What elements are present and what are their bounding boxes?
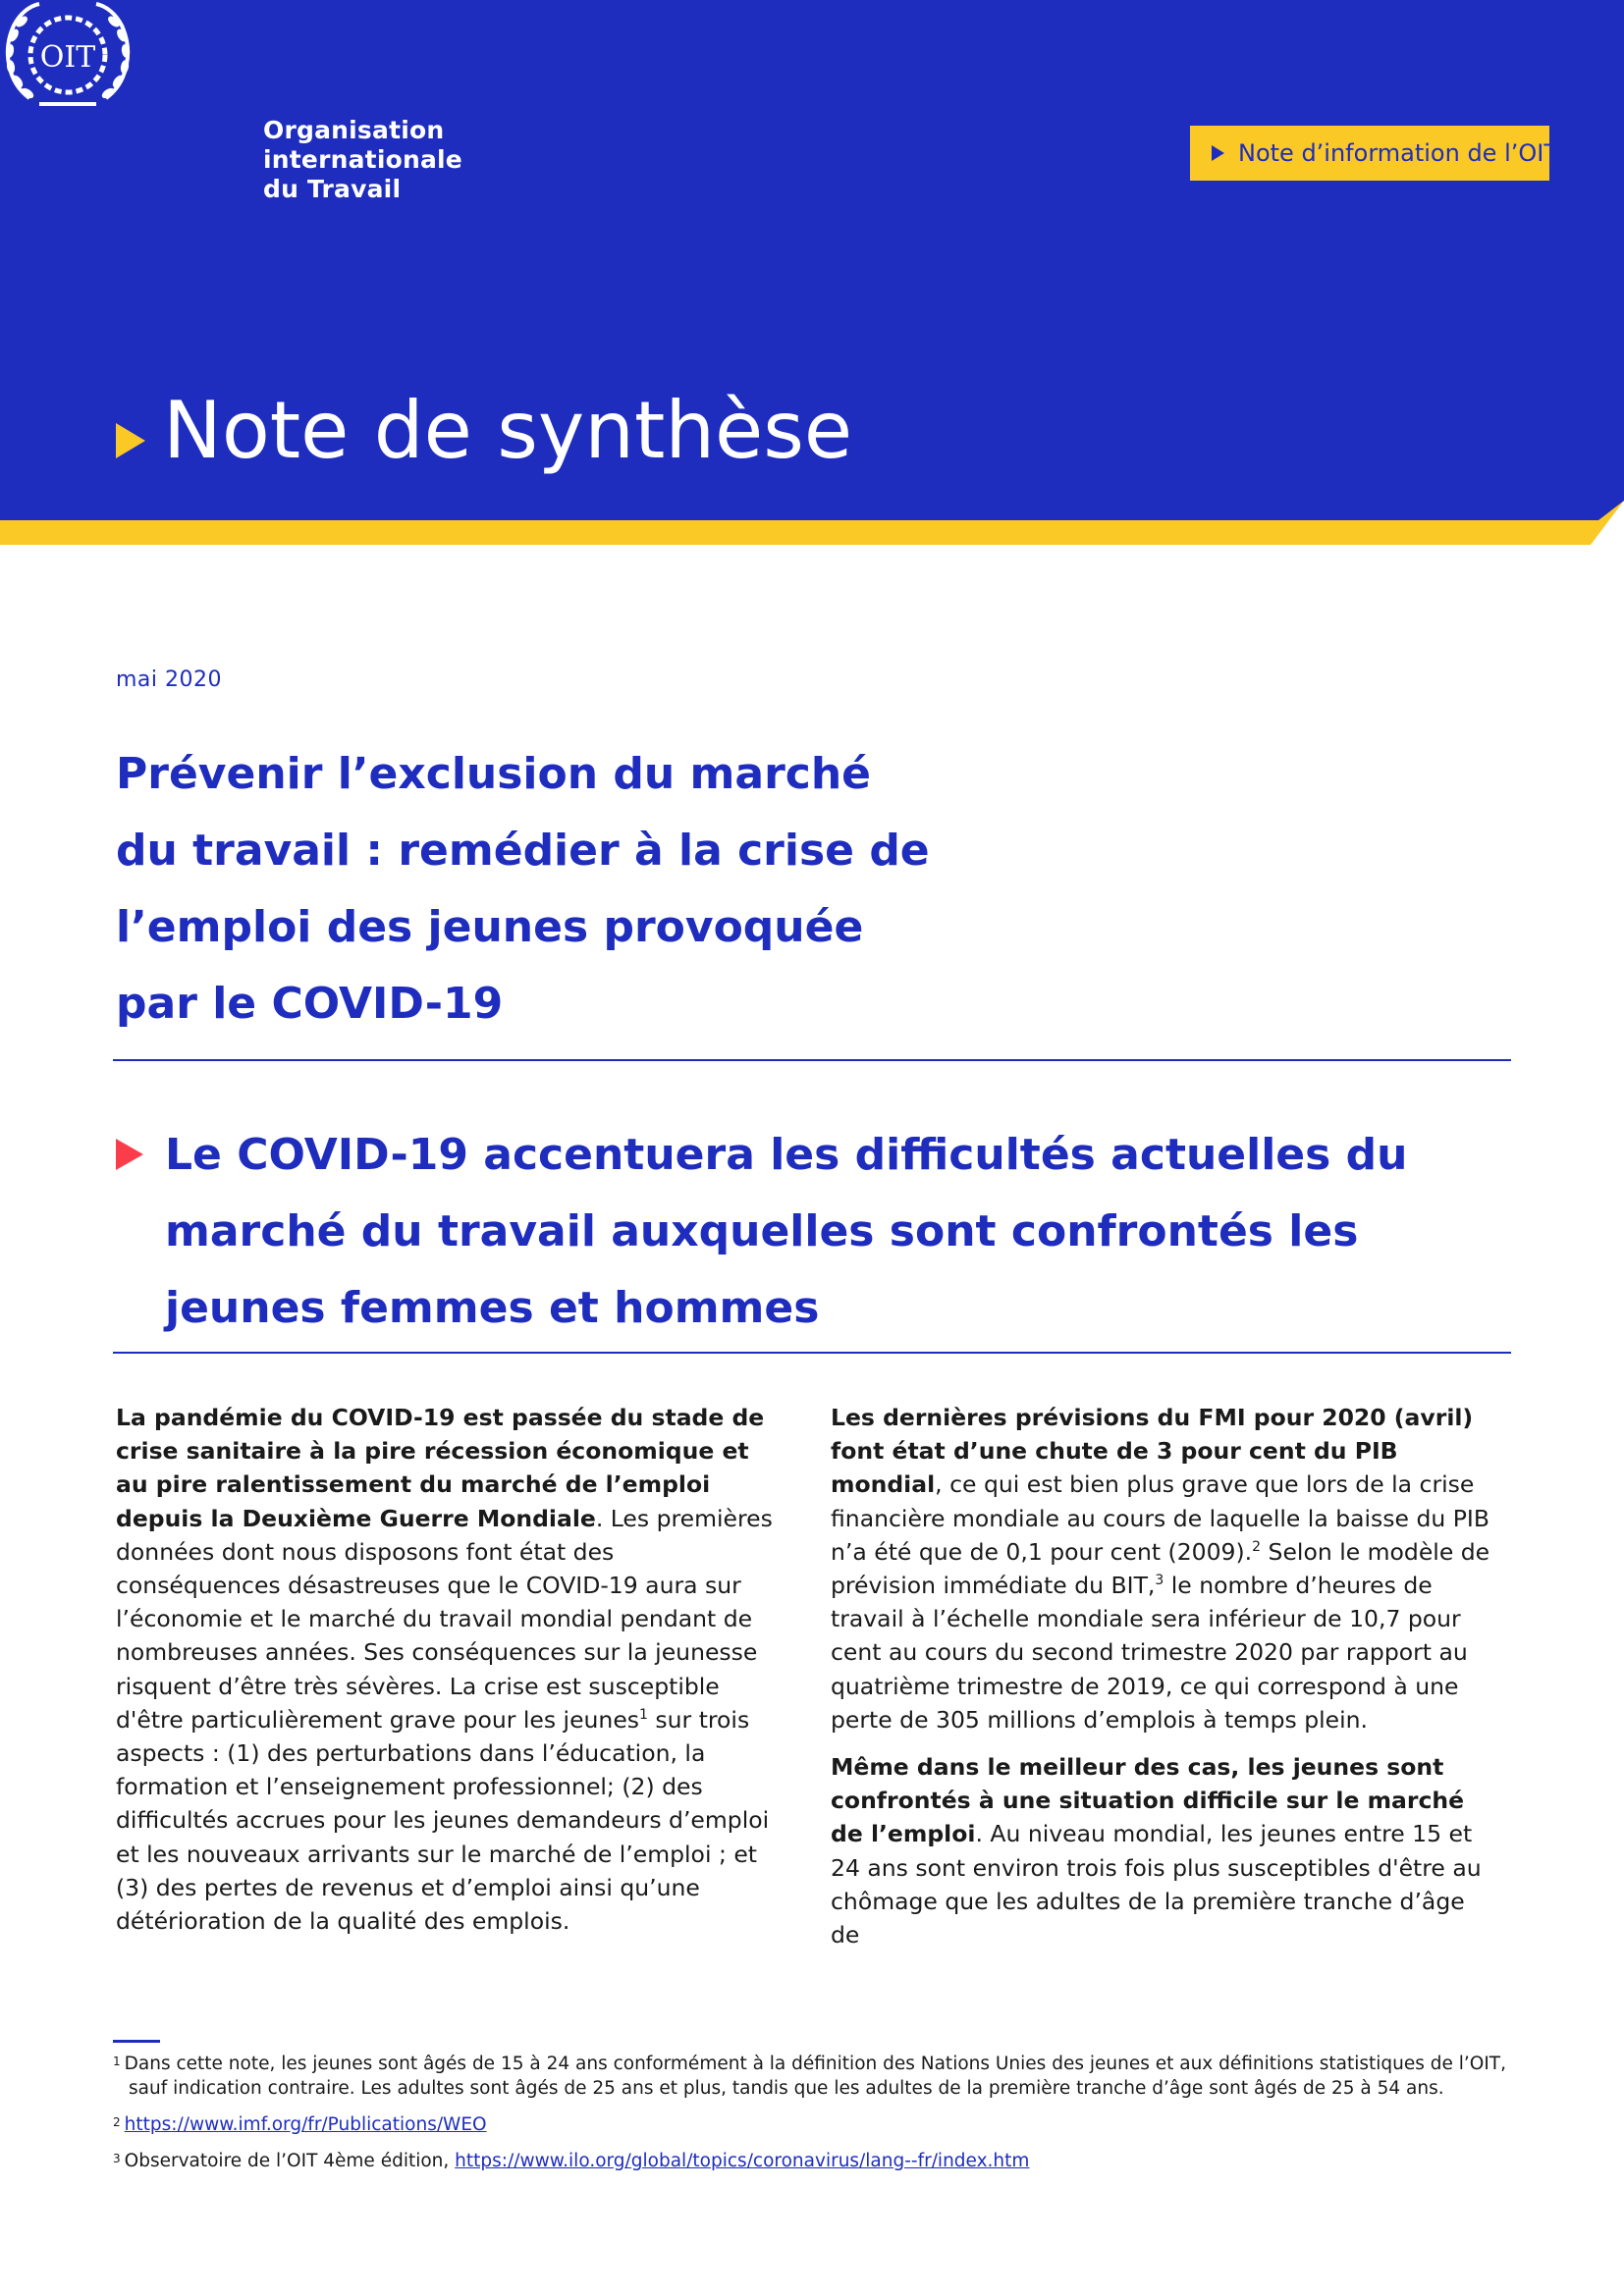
org-name-line-3: du Travail [263,175,402,203]
publication-date: mai 2020 [116,667,223,692]
footnote-text-cont: sauf indication contraire. Les adultes sont âgés de 25 ans et plus, tandis que les adultes de la première tranche d’âge sont âgés de 25 à 54 ans. [129,2078,1444,2099]
footnote-3 [113,2147,1517,2173]
paragraph-2-text-cont: Selon le modèle de prévision immédiate du BIT, [831,1537,1490,1600]
footnote-1 [113,2050,1517,2101]
paragraph-1-text-cont: sur trois aspects : (1) des perturbations dans l’éducation, la formation et l’enseignement professionnel; (2) des difficultés accrues pour les jeunes demandeurs d’emploi et les nouveaux arrivants sur le marché de l’emploi ; et (3) des pertes de revenus et d’emploi ainsi qu’une détérioration de la qualité des emplois. [116,1705,770,1936]
document-title: Prévenir l’exclusion du marché du travail : remédier à la crise de l’emploi des jeunes provoquée par le COVID-19 [116,749,930,1029]
footnote-ref-2[interactable]: 2 [1252,1538,1262,1555]
divider-bottom [113,1352,1511,1354]
imf-weo-link[interactable]: https://www.imf.org/fr/Publications/WEO [124,2114,487,2135]
footnote-divider [113,2040,160,2043]
play-arrow-icon [116,423,145,458]
paragraph-1-lead: La pandémie du COVID-19 est passée du stade de crise sanitaire à la pire récession économique et au pire ralentissement du marché de l’emploi depuis la Deuxième Guerre Mondiale [116,1404,765,1532]
paragraph-3-text: . Au niveau mondial, les jeunes entre 15 et 24 ans sont environ trois fois plus susceptibles d'être au chômage que les adultes de la première tranche d’âge de [831,1820,1482,1949]
series-heading [116,385,852,476]
footnote-number: 3 [113,2152,121,2165]
ilo-emblem-icon [0,0,135,114]
play-arrow-icon [116,1139,143,1170]
paragraph-2-text-end: le nombre d’heures de travail à l’échelle mondiale sera inférieur de 10,7 pour cent au cours du second trimestre 2020 par rapport au quatrième trimestre de 2019, ce qui correspond à une perte de 305 millions d’emplois à temps plein. [831,1572,1468,1734]
paragraph-1 [116,1401,784,1938]
paragraph-3 [831,1750,1498,1951]
paragraph-1-text: . Les premières données dont nous disposons font état des conséquences désastreuses que le COVID-19 aura sur l’économie et le marché du travail mondial pendant de nombreuses années. Ses conséquences sur la jeunesse risquent d’être très sévères. La crise est susceptible d'être particulièrement grave pour les jeunes [116,1504,773,1734]
series-title: Note de synthèse [163,385,853,476]
paragraph-2-lead: Les dernières prévisions du FMI pour 2020 (avril) font état d’une chute de 3 pour cent du PIB mondial [831,1404,1474,1499]
paragraph-2-text: , ce qui est bien plus grave que lors de la crise financière mondiale au cours de laquelle la baisse du PIB n’a été que de 0,1 pour cent (2009). [831,1470,1489,1566]
footnotes [113,2050,1517,2183]
play-arrow-icon [1212,145,1224,161]
footnote-2 [113,2110,1517,2137]
footnote-number: 1 [113,2055,121,2068]
organisation-name [263,116,462,204]
note-type-label: Note d’information de l’OIT [1238,139,1559,167]
paragraph-3-lead: Même dans le meilleur des cas, les jeunes sont confrontés à une situation difficile sur le marché de l’emploi [831,1753,1465,1848]
body-column-right [831,1401,1498,1951]
footnote-text: Dans cette note, les jeunes sont âgés de 15 à 24 ans conformément à la définition des Nations Unies des jeunes et aux définitions statistiques de l’OIT, [124,2054,1506,2074]
org-name-line-2: internationale [263,145,462,174]
divider-top [113,1059,1511,1061]
footnote-text: Observatoire de l’OIT 4ème édition, [124,2151,456,2171]
header-banner [0,0,1624,545]
body-column-left [116,1401,784,1938]
footnote-ref-3[interactable]: 3 [1155,1573,1164,1589]
logo-text: OIT [39,40,96,75]
org-name-line-1: Organisation [263,116,445,144]
section-heading: Le COVID-19 accentuera les difficultés actuelles du marché du travail auxquelles sont confrontés les jeunes femmes et hommes [165,1130,1408,1333]
footnote-number: 2 [113,2115,121,2129]
ilo-observatory-link[interactable]: https://www.ilo.org/global/topics/coronavirus/lang--fr/index.htm [455,2151,1030,2171]
footnote-ref-1[interactable]: 1 [639,1707,648,1723]
paragraph-2 [831,1401,1498,1736]
note-type-badge [1190,126,1559,181]
